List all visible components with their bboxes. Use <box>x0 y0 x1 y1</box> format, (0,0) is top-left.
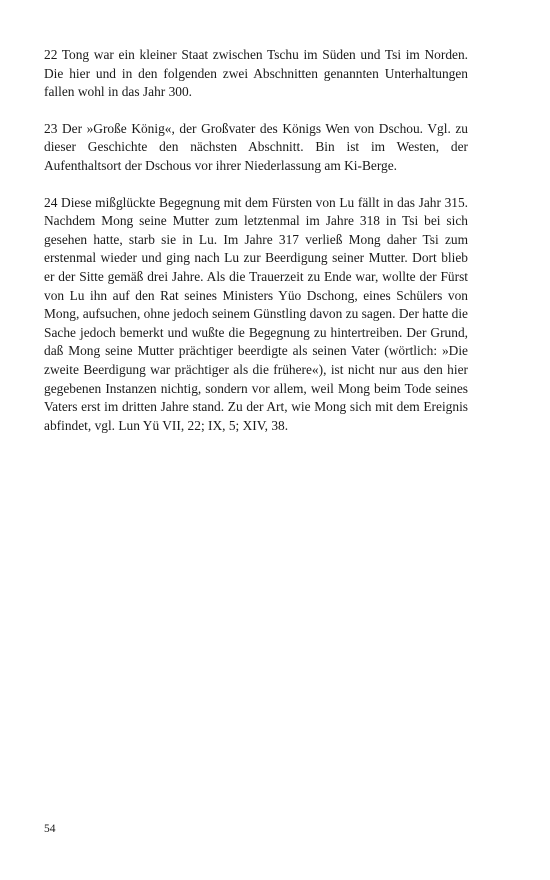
note-23: 23 Der »Große König«, der Großvater des Königs Wen von Dschou. Vgl. zu dieser Geschichte den nächsten Abschnitt. Bin ist im Westen, der Aufenthaltsort der Dschous vor ihrer Niederlassung am Ki-Berge. <box>44 120 468 173</box>
notes-page <box>44 46 468 453</box>
page-number: 54 <box>44 823 56 835</box>
note-24: 24 Diese mißglückte Begegnung mit dem Fürsten von Lu fällt in das Jahr 315. Nachdem Mong seine Mutter zum letztenmal im Jahre 318 in Tsi bei sich gesehen hatte, starb sie in Lu. Im Jahre 317 verließ Mong daher Tsi zum erstenmal wieder und ging nach Lu zur Beerdigung seiner Mutter. Dort blieb er der Sitte gemäß drei Jahre. Als die Trauerzeit zu Ende war, wollte der Fürst von Lu ihn auf den Rat seines Ministers Yüo Dschong, eines Schülers von Mong, aufsuchen, ohne jedoch seinem Günstling davon zu sagen. Der hatte die Sache jedoch bemerkt und wußte die Begegnung zu hintertreiben. Der Grund, daß Mong seine Mutter prächtiger beerdigte als seinen Vater (wörtlich: »Die zweite Beerdigung war prächtiger als die frühere«), ist nicht nur aus den hier gegebenen Instanzen nichtig, sondern vor allem, weil Mong beim Tode seines Vaters erst im dritten Jahre stand. Zu der Art, wie Mong sich mit dem Ereignis abfindet, vgl. Lun Yü VII, 22; IX, 5; XIV, 38. <box>44 194 468 433</box>
note-22: 22 Tong war ein kleiner Staat zwischen Tschu im Süden und Tsi im Norden. Die hier und in den folgenden zwei Abschnitten genannten Unterhaltungen fallen wohl in das Jahr 300. <box>44 47 468 100</box>
